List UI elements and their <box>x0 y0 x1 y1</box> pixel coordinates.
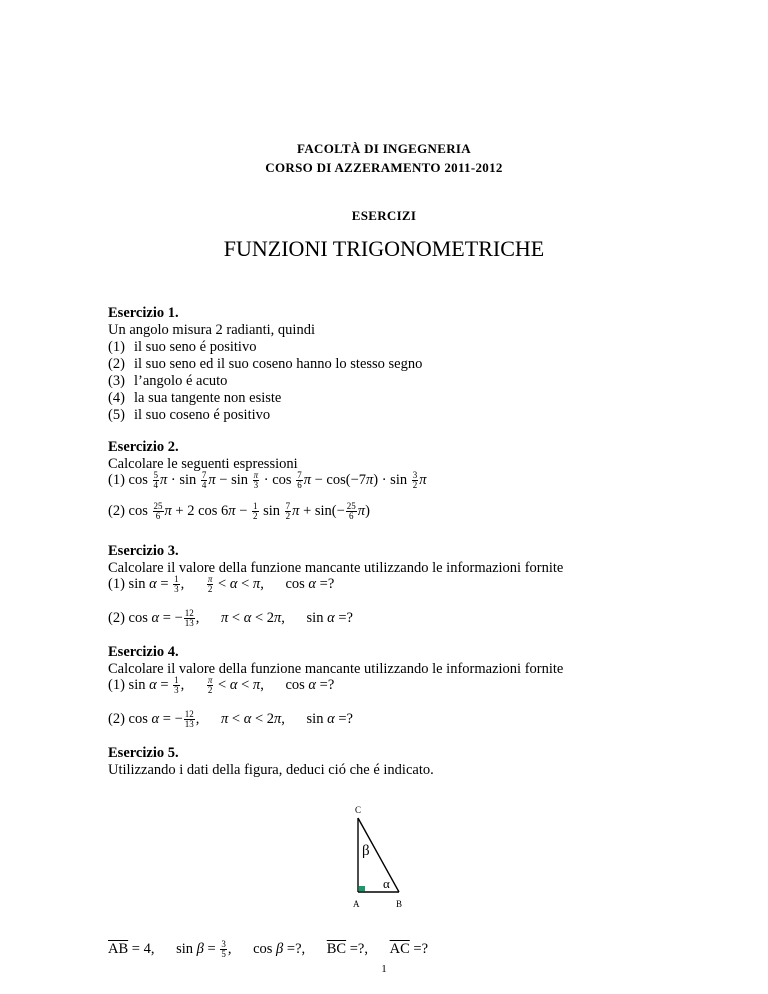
list-item <box>108 407 688 424</box>
exercise-3-prompt: Calcolare il valore della funzione mancante utilizzando le informazioni fornite <box>108 560 564 576</box>
beta-angle-label: β <box>362 843 370 859</box>
item-text: la sua tangente non esiste <box>134 390 282 406</box>
exercise-3 <box>108 542 688 577</box>
item-number: (2) <box>108 356 125 372</box>
item-number: (1) <box>108 676 125 693</box>
list-item <box>108 356 688 373</box>
item-number: (2) <box>108 710 125 727</box>
item-text: l’angolo é acuto <box>134 373 228 389</box>
item-number: (1) <box>108 339 125 355</box>
exercise-3-item-1: (1) sin α = $\frac{1}{3}$ , $\frac{\pi}{2}$ < α < π, cos α =? <box>108 574 335 594</box>
page-number: 1 <box>381 963 387 975</box>
item-number: (2) <box>108 609 125 626</box>
exercise-2 <box>108 438 688 473</box>
exercise-4-prompt: Calcolare il valore della funzione mancante utilizzando le informazioni fornite <box>108 661 564 677</box>
vertex-c-label: C <box>355 805 362 815</box>
exercise-1-list <box>108 339 688 424</box>
exercise-2-expression-1: (1) cos $\frac{5}{4}$ π · sin $\frac{7}{4}$ π − sin $\frac{\pi}{3}$ · cos $\frac{7}{6}$ π − cos(−7π) · sin $\frac{3}{2}$ π <box>108 470 427 490</box>
exercise-1 <box>108 304 688 424</box>
exercise-4 <box>108 643 688 678</box>
right-angle-marker <box>359 886 365 892</box>
list-item <box>108 390 688 407</box>
item-number: (2) <box>108 502 125 519</box>
exercise-1-title: Esercizio 1. <box>108 305 179 321</box>
faculty-header: FACOLTÀ DI INGEGNERIA <box>297 141 471 156</box>
item-text: il suo seno é positivo <box>134 339 257 355</box>
right-triangle-figure <box>340 800 420 915</box>
item-text: il suo coseno é positivo <box>134 407 271 423</box>
alpha-angle-label: α <box>383 876 390 891</box>
item-number: (1) <box>108 575 125 592</box>
section-header: ESERCIZI <box>351 208 417 223</box>
exercise-5 <box>108 744 688 779</box>
item-number: (4) <box>108 390 125 406</box>
exercise-4-item-2: (2) cos α = − $\frac{12}{13}$ , π < α < 2π, sin α =? <box>108 709 353 729</box>
list-item <box>108 373 688 390</box>
item-number: (3) <box>108 373 125 389</box>
exercise-2-prompt: Calcolare le seguenti espressioni <box>108 456 298 472</box>
item-text: il suo seno ed il suo coseno hanno lo stesso segno <box>134 356 423 372</box>
page-title: FUNZIONI TRIGONOMETRICHE <box>223 236 545 261</box>
exercise-5-data-line: $\overline{AB} = 4$, sin β = $\frac{3}{5}$ , cos β =?, $\overline{BC}$ =?, $\overline{AC}$ =? <box>108 939 429 959</box>
exercise-1-prompt: Un angolo misura 2 radianti, quindi <box>108 322 315 338</box>
list-item <box>108 339 688 356</box>
vertex-a-label: A <box>353 899 360 909</box>
exercise-3-title: Esercizio 3. <box>108 543 179 559</box>
exercise-2-title: Esercizio 2. <box>108 439 179 455</box>
exercise-2-expression-2: (2) cos $\frac{25}{6}$ π + 2 cos 6π − $\frac{1}{2}$ sin $\frac{7}{2}$ π + sin(− $\frac{25}{6}$ π) <box>108 501 370 521</box>
vertex-b-label: B <box>396 899 403 909</box>
item-number: (1) <box>108 471 125 488</box>
exercise-4-item-1: (1) sin α = $\frac{1}{3}$ , $\frac{\pi}{2}$ < α < π, cos α =? <box>108 675 335 695</box>
exercise-5-title: Esercizio 5. <box>108 745 179 761</box>
item-number: (5) <box>108 407 125 423</box>
exercise-5-prompt: Utilizzando i dati della figura, deduci ció che é indicato. <box>108 762 434 778</box>
exercise-4-title: Esercizio 4. <box>108 644 179 660</box>
course-header: CORSO DI AZZERAMENTO 2011-2012 <box>265 160 503 175</box>
exercise-3-item-2: (2) cos α = − $\frac{12}{13}$ , π < α < 2π, sin α =? <box>108 608 353 628</box>
